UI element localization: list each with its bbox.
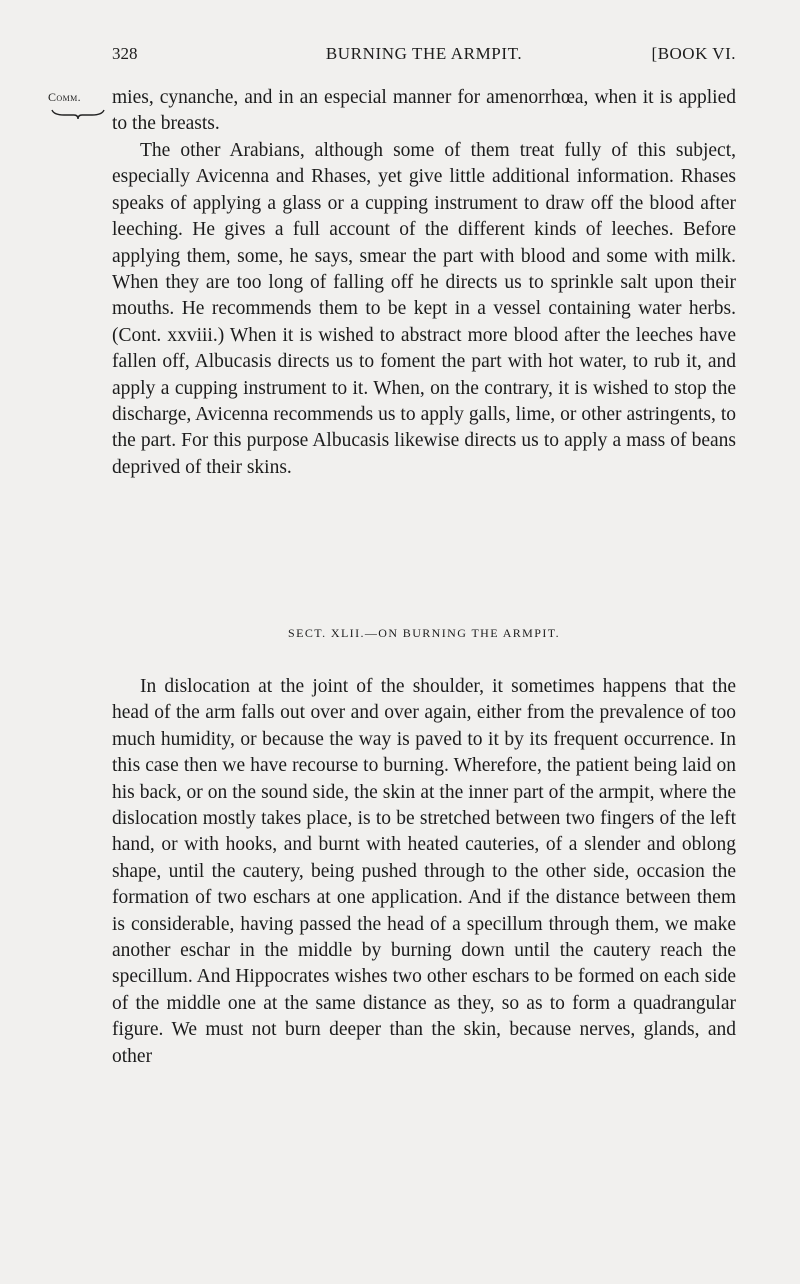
paragraph-dislocation	[112, 674, 736, 1070]
paragraph-text: The other Arabians, although some of them treat fully of this subject, especially Avicenna and Rhases, yet give little additional information. Rhases speaks of applying a glass or a cupping instrument to draw off the blood after leeching. He gives a full account of the different kinds of leeches. Before applying them, some, he says, smear the part with blood and some with milk. When they are too long of falling off he directs us to sprinkle salt upon their mouths. He recommends them to be kept in a vessel containing water herbs. (Cont. xxviii.) When it is wished to abstract more blood after the leeches have fallen off, Albucasis directs us to foment the part with hot water, to rub it, and apply a cupping instrument to it. When, on the contrary, it is wished to stop the discharge, Avicenna recommends us to apply galls, lime, or other astringents, to the part. For this purpose Albucasis likewise directs us to apply a mass of beans deprived of their skins.	[112, 140, 736, 478]
paragraph-continuation	[112, 85, 736, 138]
margin-note: Comm.	[48, 90, 82, 104]
section-heading: SECT. XLII.—ON BURNING THE ARMPIT.	[288, 626, 560, 640]
page-number: 328	[112, 44, 138, 63]
paragraph-text: In dislocation at the joint of the shoulder, it sometimes happens that the head of the arm falls out over and over again, either from the prevalence of too much humidity, or because the way is paved to it by its frequent occurrence. In this case then we have recourse to burning. Wherefore, the patient being laid on his back, or on the sound side, the skin at the inner part of the armpit, where the dislocation mostly takes place, is to be stretched between two fingers of the left hand, or with hooks, and burnt with heated cauteries, of a slender and oblong shape, until the cautery, being pushed through to the other side, occasion the formation of two eschars at one application. And if the distance between them is considerable, having passed the head of a specillum through them, we make another eschar in the middle by burning down until the cautery reach the specillum. And Hippocrates wishes two other eschars to be formed on each side of the middle one at the same distance as they, so as to form a quadrangular figure. We must not burn deeper than the skin, because nerves, glands, and other	[112, 676, 736, 1067]
running-header	[112, 44, 736, 70]
paragraph-text: mies, cynanche, and in an especial manner for amenorrhœa, when it is applied to the breasts.	[112, 87, 736, 135]
margin-brace-icon	[50, 108, 106, 120]
book-marker: [BOOK VI.	[651, 44, 736, 63]
paragraph-arabians	[112, 138, 736, 481]
running-title: BURNING THE ARMPIT.	[325, 44, 523, 63]
